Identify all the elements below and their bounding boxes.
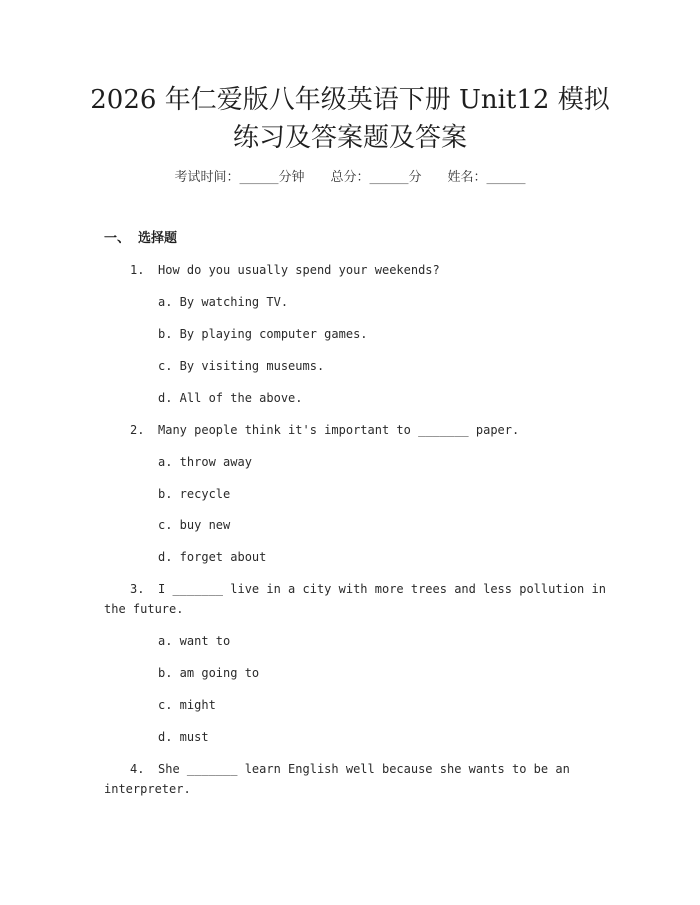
question-1-option-d: d. All of the above. [158,391,303,405]
question-2-option-c: c. buy new [158,518,231,532]
question-text: How do you usually spend your weekends? [158,263,440,277]
question-number: 4. [130,762,145,776]
section-title: 选择题 [138,231,178,246]
section-number: 一、 [104,231,131,246]
question-1-option-a: a. By watching TV. [158,295,289,309]
document-title-line-1: 2026 年仁爱版八年级英语下册 Unit12 模拟 [90,85,610,115]
question-3-option-a: a. want to [158,634,231,648]
question-4 [130,759,570,779]
question-2-option-a: a. throw away [158,455,252,469]
question-1-option-b: b. By playing computer games. [158,327,368,341]
section-heading [104,229,177,249]
question-4-continuation: interpreter. [104,782,191,796]
question-1-option-c: c. By visiting museums. [158,359,325,373]
question-number: 3. [130,582,145,596]
question-number: 2. [130,423,145,437]
question-3-option-d: d. must [158,730,209,744]
question-text: Many people think it's important to _______ paper. [158,423,520,437]
question-number: 1. [130,263,145,277]
question-3-option-c: c. might [158,698,216,712]
total-score-field: 总分：______分 [330,170,422,185]
question-text: I _______ live in a city with more trees and less pollution in [158,582,606,596]
question-3-continuation: the future. [104,602,184,616]
exam-info-row [0,168,700,188]
question-2-option-d: d. forget about [158,550,267,564]
question-text: She _______ learn English well because she wants to be an [158,762,570,776]
question-3 [130,579,606,599]
student-name-field: 姓名：______ [447,170,526,185]
question-2 [130,420,519,440]
question-2-option-b: b. recycle [158,487,231,501]
exam-time-field: 考试时间：______分钟 [174,170,305,185]
question-3-option-b: b. am going to [158,666,260,680]
document-title-line-2: 练习及答案题及答案 [232,123,467,153]
question-1 [130,260,440,280]
